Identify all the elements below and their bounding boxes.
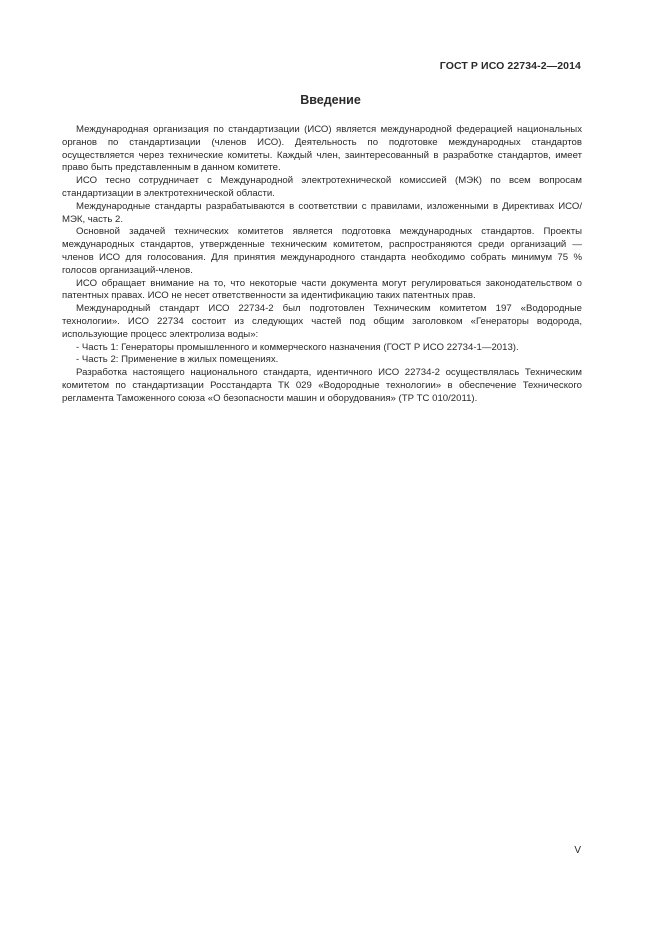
list-item-part-1: - Часть 1: Генераторы промышленного и коммерческого назначения (ГОСТ Р ИСО 22734-1—2013).	[76, 341, 519, 353]
paragraph-directives: Международные стандарты разрабатываются в соответствии с правилами, изложенными в Директивах ИСО/МЭК, часть 2.	[62, 200, 582, 225]
paragraph-patent-rights: ИСО обращает внимание на то, что некоторые части документа могут регулироваться законодательством о патентных правах. ИСО не несет ответственности за идентификацию таких патентных прав.	[62, 277, 582, 302]
paragraph-iec-cooperation: ИСО тесно сотрудничает с Международной электротехнической комиссией (МЭК) по всем вопросам стандартизации в электротехнической области.	[62, 175, 582, 199]
list-item-part-2: - Часть 2: Применение в жилых помещениях.	[76, 354, 279, 366]
introduction-text	[62, 124, 582, 406]
paragraph-national-development: Разработка настоящего национального стандарта, идентичного ИСО 22734-2 осуществлялась Техническим комитетом по стандартизации Росстандарта ТК 029 «Водородные технологии» в обеспечение Технического регламента Таможенного союза «О безопасности машин и оборудования» (ТР ТС 010/2011).	[62, 367, 582, 404]
page-number: V	[574, 845, 581, 856]
paragraph-standard-parts: Международный стандарт ИСО 22734-2 был подготовлен Техническим комитетом 197 «Водородные технологии». ИСО 22734 состоит из следующих частей под общим заголовком «Генераторы водорода, использующие процесс электролиза воды»:	[62, 303, 582, 340]
paragraph-committee-task: Основной задачей технических комитетов является подготовка международных стандартов. Проекты международных стандартов, утвержденные техническим комитетом, распространяются среди организаций — членов ИСО для голосования. Для принятия международного стандарта необходимо собрать минимум 75 % голосов организаций-членов.	[62, 226, 582, 276]
document-code: ГОСТ Р ИСО 22734-2—2014	[439, 60, 581, 72]
paragraph-iso-federation: Международная организация по стандартизации (ИСО) является международной федерацией национальных органов по стандартизации (членов ИСО). Деятельность по подготовке международных стандартов осуществляется через технические комитеты. Каждый член, заинтересованный в разработке стандартов, имеет право быть представленным в данном комитете.	[62, 124, 582, 174]
section-title: Введение	[300, 93, 361, 107]
